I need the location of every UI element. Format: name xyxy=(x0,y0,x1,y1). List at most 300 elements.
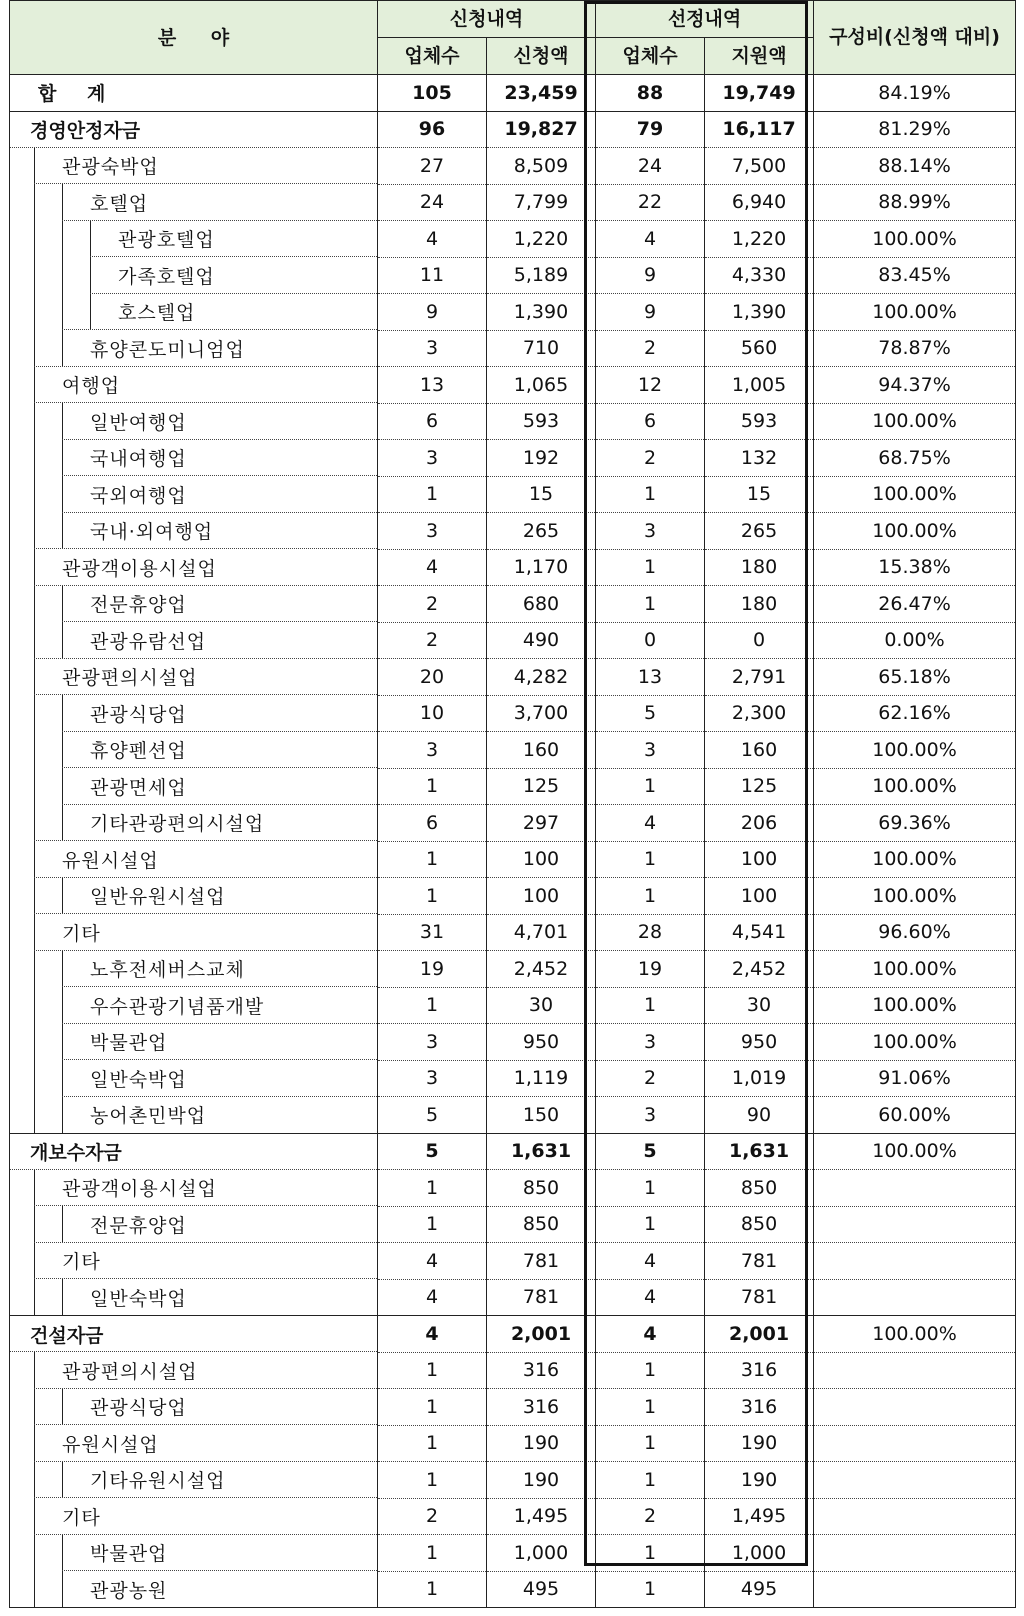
field-cell xyxy=(10,75,378,112)
ratio-cell xyxy=(814,1170,1016,1207)
sel-amount-cell: 30 xyxy=(705,987,814,1024)
table-row xyxy=(10,148,1016,185)
sel-count-cell: 1 xyxy=(596,549,705,586)
app-count-cell: 3 xyxy=(378,1024,487,1061)
sel-amount-cell: 950 xyxy=(705,1024,814,1061)
app-amount-cell: 680 xyxy=(487,586,596,623)
field-cell xyxy=(10,184,378,221)
ratio-cell xyxy=(814,1352,1016,1389)
ratio-cell: 100.00% xyxy=(814,1024,1016,1061)
ratio-cell: 15.38% xyxy=(814,549,1016,586)
indent-guide xyxy=(34,1425,35,1462)
indent-guide xyxy=(62,1097,63,1133)
app-amount-cell: 1,220 xyxy=(487,221,596,258)
sel-count-cell: 3 xyxy=(596,1024,705,1061)
field-cell xyxy=(10,257,378,294)
table-row xyxy=(10,1316,1016,1353)
field-label: 관광호텔업 xyxy=(118,229,215,252)
app-amount-cell: 160 xyxy=(487,732,596,769)
table-row xyxy=(10,440,1016,477)
indent-guide xyxy=(34,513,35,550)
indent-guide xyxy=(34,1206,35,1243)
sel-amount-cell: 495 xyxy=(705,1571,814,1608)
sel-amount-cell: 560 xyxy=(705,330,814,367)
table-row xyxy=(10,367,1016,404)
sel-count-cell: 1 xyxy=(596,476,705,513)
table-body xyxy=(10,75,1016,1608)
field-label: 기타 xyxy=(62,1251,101,1274)
sel-amount-cell: 2,452 xyxy=(705,951,814,988)
app-amount-cell: 4,701 xyxy=(487,914,596,951)
table-row xyxy=(10,513,1016,550)
field-cell xyxy=(10,1389,378,1426)
table-row xyxy=(10,1535,1016,1572)
tourism-fund-table xyxy=(9,0,1016,1608)
field-cell xyxy=(10,1133,378,1170)
app-amount-cell: 297 xyxy=(487,805,596,842)
indent-guide xyxy=(62,1571,63,1607)
ratio-cell xyxy=(814,1425,1016,1462)
app-count-cell: 1 xyxy=(378,1352,487,1389)
field-cell xyxy=(10,1024,378,1061)
field-label: 휴양펜션업 xyxy=(90,740,187,763)
app-count-cell: 5 xyxy=(378,1133,487,1170)
indent-guide xyxy=(62,1535,63,1572)
table-row xyxy=(10,221,1016,258)
app-amount-cell: 150 xyxy=(487,1097,596,1134)
sel-count-cell: 3 xyxy=(596,732,705,769)
table-row xyxy=(10,403,1016,440)
indent-guide xyxy=(62,1279,63,1315)
app-count-cell: 10 xyxy=(378,695,487,732)
field-cell xyxy=(10,1498,378,1535)
indent-guide xyxy=(34,1279,35,1315)
indent-guide xyxy=(34,1024,35,1061)
indent-guide xyxy=(62,805,63,842)
sel-count-cell: 79 xyxy=(596,111,705,148)
app-amount-cell: 316 xyxy=(487,1352,596,1389)
sel-count-cell: 4 xyxy=(596,1279,705,1316)
app-amount-cell: 1,390 xyxy=(487,294,596,331)
field-cell xyxy=(10,476,378,513)
field-cell xyxy=(10,951,378,988)
field-label: 가족호텔업 xyxy=(118,265,215,288)
field-label: 우수관광기념품개발 xyxy=(90,995,265,1018)
table-row xyxy=(10,1498,1016,1535)
indent-guide xyxy=(90,294,91,331)
sel-count-cell: 1 xyxy=(596,1425,705,1462)
sel-count-cell: 1 xyxy=(596,1389,705,1426)
indent-guide xyxy=(62,878,63,915)
field-cell xyxy=(10,1060,378,1097)
app-amount-cell: 190 xyxy=(487,1462,596,1499)
app-amount-cell: 3,700 xyxy=(487,695,596,732)
indent-guide xyxy=(62,1462,63,1499)
app-amount-cell: 1,065 xyxy=(487,367,596,404)
indent-guide xyxy=(34,148,35,185)
indent-guide xyxy=(34,1170,35,1207)
ratio-cell: 78.87% xyxy=(814,330,1016,367)
indent-guide xyxy=(62,184,63,221)
sel-count-cell: 1 xyxy=(596,1206,705,1243)
sel-count-cell: 88 xyxy=(596,75,705,112)
field-label: 일반유원시설업 xyxy=(90,886,226,909)
table-row xyxy=(10,257,1016,294)
ratio-cell: 100.00% xyxy=(814,1133,1016,1170)
field-label: 관광식당업 xyxy=(90,1397,187,1420)
field-label: 휴양콘도미니엄업 xyxy=(90,338,245,361)
sel-count-cell: 1 xyxy=(596,1462,705,1499)
ratio-cell xyxy=(814,1389,1016,1426)
field-cell xyxy=(10,440,378,477)
sel-count-cell: 4 xyxy=(596,221,705,258)
table-row xyxy=(10,1206,1016,1243)
ratio-cell: 0.00% xyxy=(814,622,1016,659)
ratio-cell: 62.16% xyxy=(814,695,1016,732)
application-header: 신청내역 xyxy=(378,1,596,38)
ratio-cell: 100.00% xyxy=(814,878,1016,915)
field-label: 개보수자금 xyxy=(30,1142,122,1164)
indent-guide xyxy=(34,622,35,659)
indent-guide xyxy=(34,1060,35,1097)
table-row xyxy=(10,1097,1016,1134)
field-label: 관광편의시설업 xyxy=(62,667,198,690)
indent-guide xyxy=(62,586,63,623)
app-count-cell: 3 xyxy=(378,330,487,367)
sel-count-cell: 1 xyxy=(596,878,705,915)
ratio-cell xyxy=(814,1206,1016,1243)
app-amount-cell: 2,001 xyxy=(487,1316,596,1353)
sel-amount-cell: 265 xyxy=(705,513,814,550)
app-amount-cell: 15 xyxy=(487,476,596,513)
field-cell xyxy=(10,549,378,586)
sel-amount-cell: 1,000 xyxy=(705,1535,814,1572)
indent-guide xyxy=(34,476,35,513)
field-label: 국외여행업 xyxy=(90,484,187,507)
sel-amount-cell: 4,541 xyxy=(705,914,814,951)
indent-guide xyxy=(34,1352,35,1389)
sel-count-cell: 3 xyxy=(596,1097,705,1134)
sel-amount-cell: 190 xyxy=(705,1425,814,1462)
sel-count-cell: 1 xyxy=(596,1535,705,1572)
app-count-cell: 3 xyxy=(378,440,487,477)
ratio-cell: 88.99% xyxy=(814,184,1016,221)
app-count-cell: 3 xyxy=(378,1060,487,1097)
sel-amount-cell: 1,220 xyxy=(705,221,814,258)
indent-guide xyxy=(62,257,63,294)
table-row xyxy=(10,805,1016,842)
sel-count-cell: 2 xyxy=(596,1498,705,1535)
app-amount-cell: 4,282 xyxy=(487,659,596,696)
field-label: 일반숙박업 xyxy=(90,1068,187,1091)
sel-count-cell: 9 xyxy=(596,257,705,294)
sel-amount-cell: 1,631 xyxy=(705,1133,814,1170)
sel-amount-cell: 125 xyxy=(705,768,814,805)
indent-guide xyxy=(34,549,35,586)
table-row xyxy=(10,878,1016,915)
sel-amount-cell: 316 xyxy=(705,1389,814,1426)
app-count-cell: 3 xyxy=(378,513,487,550)
ratio-cell xyxy=(814,1498,1016,1535)
sel-amount-cell: 593 xyxy=(705,403,814,440)
field-cell xyxy=(10,148,378,185)
sel-amount-cell: 1,005 xyxy=(705,367,814,404)
table-row xyxy=(10,294,1016,331)
app-count-cell: 4 xyxy=(378,1279,487,1316)
indent-guide xyxy=(34,257,35,294)
app-count-cell: 6 xyxy=(378,805,487,842)
table-row xyxy=(10,841,1016,878)
app-count-cell: 1 xyxy=(378,841,487,878)
field-label: 관광객이용시설업 xyxy=(62,1178,217,1201)
field-cell xyxy=(10,513,378,550)
app-count-cell: 5 xyxy=(378,1097,487,1134)
ratio-cell xyxy=(814,1243,1016,1280)
sel-amount-header: 지원액 xyxy=(705,38,814,75)
indent-guide xyxy=(34,440,35,477)
sel-amount-cell: 90 xyxy=(705,1097,814,1134)
field-label: 관광면세업 xyxy=(90,776,187,799)
app-amount-cell: 23,459 xyxy=(487,75,596,112)
app-count-cell: 3 xyxy=(378,732,487,769)
app-count-cell: 27 xyxy=(378,148,487,185)
field-cell xyxy=(10,622,378,659)
field-cell xyxy=(10,659,378,696)
sel-amount-cell: 132 xyxy=(705,440,814,477)
indent-guide xyxy=(62,987,63,1024)
app-count-cell: 1 xyxy=(378,1535,487,1572)
sel-amount-cell: 100 xyxy=(705,841,814,878)
field-cell xyxy=(10,294,378,331)
ratio-cell: 91.06% xyxy=(814,1060,1016,1097)
table-header xyxy=(10,1,1016,75)
app-amount-cell: 192 xyxy=(487,440,596,477)
indent-guide xyxy=(62,476,63,513)
sel-count-cell: 5 xyxy=(596,695,705,732)
ratio-cell xyxy=(814,1279,1016,1316)
app-count-cell: 4 xyxy=(378,1243,487,1280)
app-count-cell: 13 xyxy=(378,367,487,404)
sel-amount-cell: 2,791 xyxy=(705,659,814,696)
sel-count-cell: 5 xyxy=(596,1133,705,1170)
field-label: 관광숙박업 xyxy=(62,156,159,179)
indent-guide xyxy=(34,1498,35,1535)
field-label: 일반여행업 xyxy=(90,411,187,434)
app-count-cell: 2 xyxy=(378,1498,487,1535)
field-label: 농어촌민박업 xyxy=(90,1105,207,1127)
table-row xyxy=(10,549,1016,586)
sel-amount-cell: 16,117 xyxy=(705,111,814,148)
sel-count-cell: 13 xyxy=(596,659,705,696)
indent-guide xyxy=(34,878,35,915)
field-label: 관광유람선업 xyxy=(90,630,207,653)
indent-guide xyxy=(34,294,35,331)
field-label: 노후전세버스교체 xyxy=(90,959,245,982)
indent-guide xyxy=(62,294,63,331)
field-cell xyxy=(10,586,378,623)
field-label: 관광객이용시설업 xyxy=(62,557,217,580)
table-row xyxy=(10,75,1016,112)
sel-amount-cell: 781 xyxy=(705,1279,814,1316)
app-amount-cell: 316 xyxy=(487,1389,596,1426)
field-label: 관광농원 xyxy=(90,1579,168,1602)
ratio-cell xyxy=(814,1535,1016,1572)
sel-count-cell: 22 xyxy=(596,184,705,221)
indent-guide xyxy=(62,695,63,732)
indent-guide xyxy=(34,1243,35,1280)
ratio-cell: 26.47% xyxy=(814,586,1016,623)
app-count-cell: 4 xyxy=(378,1316,487,1353)
ratio-cell: 100.00% xyxy=(814,841,1016,878)
ratio-header: 구성비(신청액 대비) xyxy=(814,1,1016,75)
ratio-cell: 88.14% xyxy=(814,148,1016,185)
field-cell xyxy=(10,805,378,842)
app-count-cell: 4 xyxy=(378,549,487,586)
app-count-cell: 1 xyxy=(378,878,487,915)
indent-guide xyxy=(62,403,63,440)
ratio-cell: 83.45% xyxy=(814,257,1016,294)
table-row xyxy=(10,1352,1016,1389)
ratio-cell: 100.00% xyxy=(814,403,1016,440)
field-cell xyxy=(10,878,378,915)
field-label: 기타유원시설업 xyxy=(90,1470,226,1493)
app-amount-cell: 1,000 xyxy=(487,1535,596,1572)
indent-guide xyxy=(34,659,35,696)
field-cell xyxy=(10,1170,378,1207)
indent-guide xyxy=(62,1060,63,1097)
sel-amount-cell: 316 xyxy=(705,1352,814,1389)
sel-amount-cell: 206 xyxy=(705,805,814,842)
field-header: 분 야 xyxy=(10,1,378,75)
app-count-cell: 1 xyxy=(378,1170,487,1207)
field-label: 유원시설업 xyxy=(62,1433,159,1456)
field-cell xyxy=(10,1279,378,1316)
field-label: 기타 xyxy=(62,922,101,945)
sel-count-cell: 4 xyxy=(596,1316,705,1353)
app-count-cell: 11 xyxy=(378,257,487,294)
sel-amount-cell: 2,300 xyxy=(705,695,814,732)
sel-count-cell: 1 xyxy=(596,1170,705,1207)
app-amount-cell: 850 xyxy=(487,1170,596,1207)
ratio-cell xyxy=(814,1571,1016,1608)
app-amount-cell: 7,799 xyxy=(487,184,596,221)
indent-guide xyxy=(34,805,35,842)
field-cell xyxy=(10,1206,378,1243)
ratio-cell: 96.60% xyxy=(814,914,1016,951)
table-row xyxy=(10,1243,1016,1280)
sel-amount-cell: 781 xyxy=(705,1243,814,1280)
app-count-cell: 1 xyxy=(378,768,487,805)
sel-count-cell: 1 xyxy=(596,768,705,805)
indent-guide xyxy=(34,987,35,1024)
app-amount-cell: 781 xyxy=(487,1243,596,1280)
sel-amount-cell: 15 xyxy=(705,476,814,513)
ratio-cell: 100.00% xyxy=(814,1316,1016,1353)
ratio-cell: 100.00% xyxy=(814,294,1016,331)
field-label: 합 계 xyxy=(38,83,118,106)
tourism-fund-table-container xyxy=(9,0,1015,1608)
indent-guide xyxy=(34,732,35,769)
field-label: 기타관광편의시설업 xyxy=(90,813,265,836)
sel-count-cell: 19 xyxy=(596,951,705,988)
sel-amount-cell: 100 xyxy=(705,878,814,915)
field-cell xyxy=(10,1243,378,1280)
ratio-cell: 69.36% xyxy=(814,805,1016,842)
app-amount-cell: 265 xyxy=(487,513,596,550)
app-amount-cell: 100 xyxy=(487,841,596,878)
indent-guide xyxy=(34,184,35,221)
sel-amount-cell: 7,500 xyxy=(705,148,814,185)
app-count-header: 업체수 xyxy=(378,38,487,75)
sel-amount-cell: 0 xyxy=(705,622,814,659)
app-count-cell: 1 xyxy=(378,1571,487,1608)
app-amount-header: 신청액 xyxy=(487,38,596,75)
sel-count-cell: 1 xyxy=(596,987,705,1024)
table-row xyxy=(10,1170,1016,1207)
indent-guide xyxy=(34,1571,35,1607)
indent-guide xyxy=(34,914,35,951)
field-cell xyxy=(10,221,378,258)
table-row xyxy=(10,476,1016,513)
sel-count-cell: 1 xyxy=(596,841,705,878)
app-count-cell: 19 xyxy=(378,951,487,988)
sel-count-cell: 9 xyxy=(596,294,705,331)
table-row xyxy=(10,1133,1016,1170)
sel-count-cell: 4 xyxy=(596,805,705,842)
table-row xyxy=(10,732,1016,769)
app-amount-cell: 490 xyxy=(487,622,596,659)
table-row xyxy=(10,768,1016,805)
field-label: 전문휴양업 xyxy=(90,1214,187,1237)
field-label: 호스텔업 xyxy=(118,302,196,325)
sel-count-cell: 2 xyxy=(596,1060,705,1097)
indent-guide xyxy=(34,403,35,440)
indent-guide xyxy=(34,695,35,732)
ratio-cell: 100.00% xyxy=(814,951,1016,988)
table-row xyxy=(10,1024,1016,1061)
field-label: 전문휴양업 xyxy=(90,594,187,617)
indent-guide xyxy=(34,1535,35,1572)
app-amount-cell: 1,631 xyxy=(487,1133,596,1170)
indent-guide xyxy=(34,768,35,805)
sel-count-cell: 12 xyxy=(596,367,705,404)
sel-amount-cell: 6,940 xyxy=(705,184,814,221)
ratio-cell: 94.37% xyxy=(814,367,1016,404)
table-row xyxy=(10,1389,1016,1426)
field-label: 일반숙박업 xyxy=(90,1287,187,1310)
table-row xyxy=(10,1462,1016,1499)
app-count-cell: 1 xyxy=(378,1425,487,1462)
app-count-cell: 9 xyxy=(378,294,487,331)
field-cell xyxy=(10,111,378,148)
sel-count-cell: 24 xyxy=(596,148,705,185)
app-amount-cell: 850 xyxy=(487,1206,596,1243)
field-cell xyxy=(10,367,378,404)
sel-count-cell: 2 xyxy=(596,330,705,367)
table-row xyxy=(10,951,1016,988)
sel-count-cell: 0 xyxy=(596,622,705,659)
ratio-cell: 68.75% xyxy=(814,440,1016,477)
field-label: 관광식당업 xyxy=(90,703,187,726)
ratio-cell: 100.00% xyxy=(814,768,1016,805)
sel-amount-cell: 180 xyxy=(705,586,814,623)
app-amount-cell: 1,170 xyxy=(487,549,596,586)
sel-count-cell: 2 xyxy=(596,440,705,477)
indent-guide xyxy=(62,1389,63,1426)
app-count-cell: 105 xyxy=(378,75,487,112)
field-cell xyxy=(10,1571,378,1608)
field-cell xyxy=(10,330,378,367)
